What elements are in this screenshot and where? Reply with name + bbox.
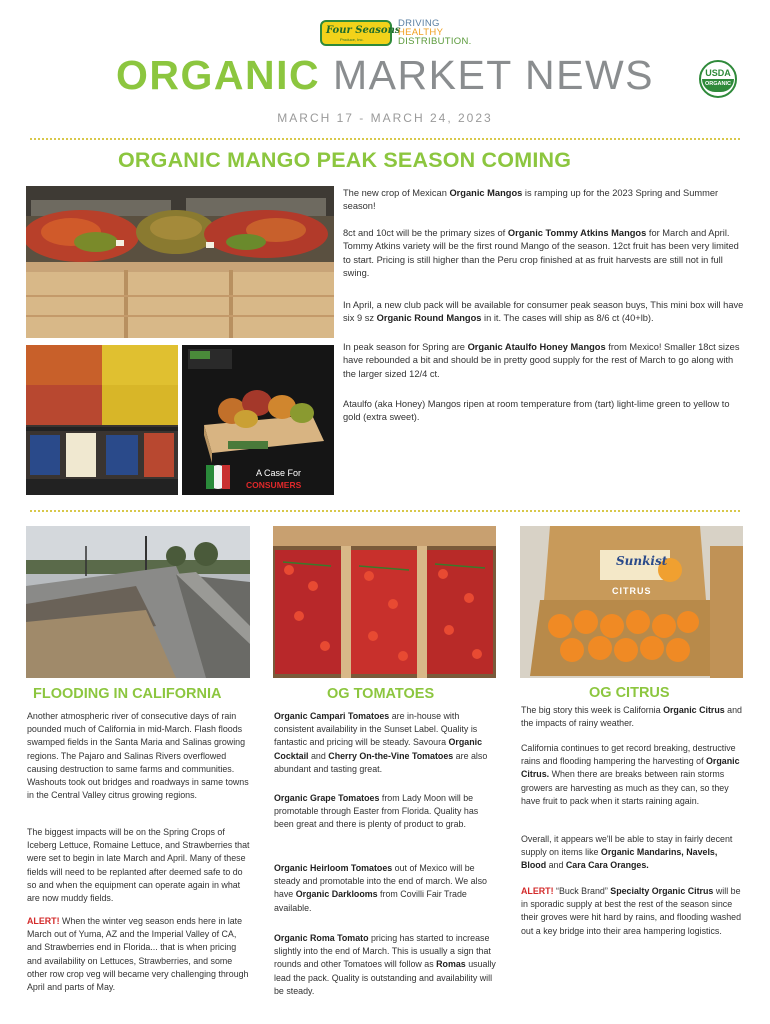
text-run: and the impacts of rainy weather.	[521, 705, 742, 729]
highlight-text: Organic Cocktail	[274, 737, 483, 761]
highlight-text: Organic Mangos	[449, 188, 523, 198]
divider-top	[30, 138, 740, 140]
highlight-text: Organic Ataulfo Honey Mangos	[467, 342, 606, 352]
tomatoes-paragraph-1	[274, 710, 498, 776]
mango-headline: ORGANIC MANGO PEAK SEASON COMING	[118, 148, 572, 172]
text-run: are in-house with consistent availability in the Sunset Label. Quality is fantastic and pricing will be steady. Savoura	[274, 711, 478, 748]
highlight-text: Organic Grape Tomatoes	[274, 793, 380, 803]
text-run: from Mexico! Smaller 18ct sizes have rebounded a bit and should be in pretty good supply for the rest of March to go along with the larger sized 12/4 ct.	[343, 342, 740, 379]
citrus-paragraph-2	[521, 742, 743, 808]
text-run: California continues to get record breaking, destructive rains and flooding hampering the harvesting of	[521, 743, 736, 767]
usda-seal-top: USDA	[705, 68, 731, 78]
highlight-text: Organic Citrus.	[521, 756, 740, 780]
citrus-paragraph-1	[521, 704, 743, 730]
citrus-heading: OG CITRUS	[589, 685, 670, 701]
tomatoes-heading: OG TOMATOES	[327, 686, 435, 702]
alert-label: ALERT!	[521, 886, 554, 896]
highlight-text: Cherry On-the-Vine Tomatoes	[328, 750, 454, 761]
tagline	[398, 19, 472, 46]
mango-case-photo	[182, 345, 334, 495]
highlight-text: Specialty Organic Citrus	[610, 886, 714, 896]
text-run: pricing has started to increase slightly into the end of March. This is usually a sign that rounds and other Tomatoes will follow as	[274, 933, 491, 970]
mango-paragraph-3	[343, 299, 745, 326]
flood-photo	[26, 526, 250, 678]
case-sign-line-2: CONSUMERS	[246, 480, 302, 490]
text-run: When there are breaks between rain storms growers are harvesting as much as they can, so they have fruit to pack when it starts raining again.	[521, 769, 729, 806]
case-sign-line-1: A Case For	[256, 468, 302, 478]
highlight-text: Organic Heirloom Tomatoes	[274, 863, 393, 873]
text-run: and	[546, 860, 566, 871]
text-run: out of Mexico will be steady and promotable into the end of march. We also have	[274, 863, 487, 900]
mango-paragraph-4	[343, 341, 745, 381]
mango-display-photo	[26, 186, 334, 338]
text-run: In April, a new club pack will be available for consumer peak season buys, This mini box will have six 9 sz	[343, 300, 744, 324]
flooding-heading: FLOODING IN CALIFORNIA	[33, 686, 222, 702]
mango-shelf-photo	[26, 345, 178, 495]
highlight-text: Organic Mandarins, Navels, Blood	[521, 847, 718, 871]
text-run: In peak season for Spring are	[343, 342, 468, 352]
divider-middle	[30, 510, 740, 512]
tomatoes-paragraph-3	[274, 862, 498, 915]
flooding-paragraph-2: The biggest impacts will be on the Spring Crops of Iceberg Lettuce, Romaine Lettuce, and Strawberries that were set to begin in late March and April. Many of these fields will need to be replanted after deemed safe to do so and when the equipment can operate again in what are now muddy fields.	[27, 827, 250, 904]
highlight-text: Romas	[436, 959, 466, 970]
text-run: are also abundant and tasting great.	[274, 750, 488, 774]
mango-paragraph-2	[343, 227, 745, 280]
highlight-text: Organic Roma Tomato	[274, 933, 369, 943]
text-run: in it. The cases will ship as 8/6 ct (40+lb).	[481, 313, 654, 324]
usda-organic-seal	[699, 60, 737, 98]
company-logo	[320, 20, 401, 46]
tagline-line-3: DISTRIBUTION.	[398, 36, 472, 47]
text-run: The new crop of Mexican	[343, 188, 450, 198]
text-run: and	[308, 750, 329, 761]
highlight-text: Organic Citrus	[663, 705, 725, 715]
highlight-text: Organic Campari Tomatoes	[274, 711, 390, 721]
date-range: MARCH 17 - MARCH 24, 2023	[277, 111, 493, 125]
highlight-text: Organic Darklooms	[295, 889, 378, 900]
text-run: from Covilli Fair Trade available.	[274, 889, 467, 913]
text-run: When the winter veg season ends here in late March out of Yuma, AZ and the Imperial Valley of CA, and Strawberries end in Florida... that is when pricing and availability on Lettuces, Strawberries, and some other row crop veg will became very challenging through April and parts of May.	[27, 916, 249, 993]
tagline-line-1: DRIVING	[398, 18, 440, 29]
highlight-text: Organic Round Mangos	[376, 313, 482, 324]
flooding-paragraph-3	[27, 915, 252, 994]
text-run: will be in sporadic supply at best the rest of the season since their groves were hit hard by rains, and flooding washed out a key bridge into their area hampering logistics.	[521, 886, 742, 936]
highlight-text: Cara Cara Oranges.	[565, 860, 649, 871]
logo-subtext: Produce, Inc.	[340, 37, 364, 42]
text-run: for March and April. Tommy Atkins variety will be the first round Mango of the season. 12ct fruit has been very limited to start. Pricing is still higher than the Peru crop finished at as fruit harvests are still not in full swing.	[343, 228, 739, 278]
mango-paragraph-1	[343, 187, 745, 214]
flooding-paragraph-1: Another atmospheric river of consecutive days of rain pounded much of California in mid-March. Flash floods swamped fields in the Santa Maria and Salinas growing regions. The Pajaro and Salinas Rivers overflowed causing destruction to same farms and communities. Washouts took out bridges and roadways in same towns in the Central Valley citrus growing regions.	[27, 711, 249, 801]
text-run: Overall, it appears we'll be able to stay in fairly decent supply on items like	[521, 834, 733, 858]
citrus-box-label: CITRUS	[612, 586, 652, 596]
logo-text: Four Seasons	[326, 25, 401, 36]
mango-paragraph-5: Ataulfo (aka Honey) Mangos ripen at room temperature from (tart) light-lime green to yellow to gold (extra sweet).	[343, 399, 730, 423]
text-run: “Buck Brand”	[553, 886, 611, 896]
citrus-paragraph-3	[521, 833, 743, 873]
tomato-photo	[273, 526, 496, 678]
text-run: from Lady Moon will be promotable through Easter from Florida. Quality has been great and there is plenty of product to grab.	[274, 793, 479, 830]
text-run: is ramping up for the 2023 Spring and Summer season!	[343, 188, 719, 212]
text-run: usually lead the pack. Quality is outstanding and availability will be steady.	[274, 959, 496, 996]
text-run: The big story this week is California	[521, 705, 664, 715]
tomatoes-paragraph-4	[274, 932, 498, 998]
citrus-paragraph-4	[521, 885, 743, 938]
alert-label: ALERT!	[27, 916, 60, 926]
citrus-photo	[520, 526, 743, 678]
title-market-news: MARKET NEWS	[333, 52, 654, 98]
citrus-box-brand: Sunkist	[616, 554, 668, 568]
highlight-text: Organic Tommy Atkins Mangos	[507, 228, 647, 238]
tagline-line-2: HEALTHY	[398, 27, 444, 38]
title-organic: ORGANIC	[115, 52, 321, 98]
page-title	[0, 52, 770, 99]
usda-seal-bottom: ORGANIC	[702, 79, 734, 92]
tomatoes-paragraph-2	[274, 792, 498, 832]
text-run: 8ct and 10ct will be the primary sizes of	[343, 228, 508, 238]
